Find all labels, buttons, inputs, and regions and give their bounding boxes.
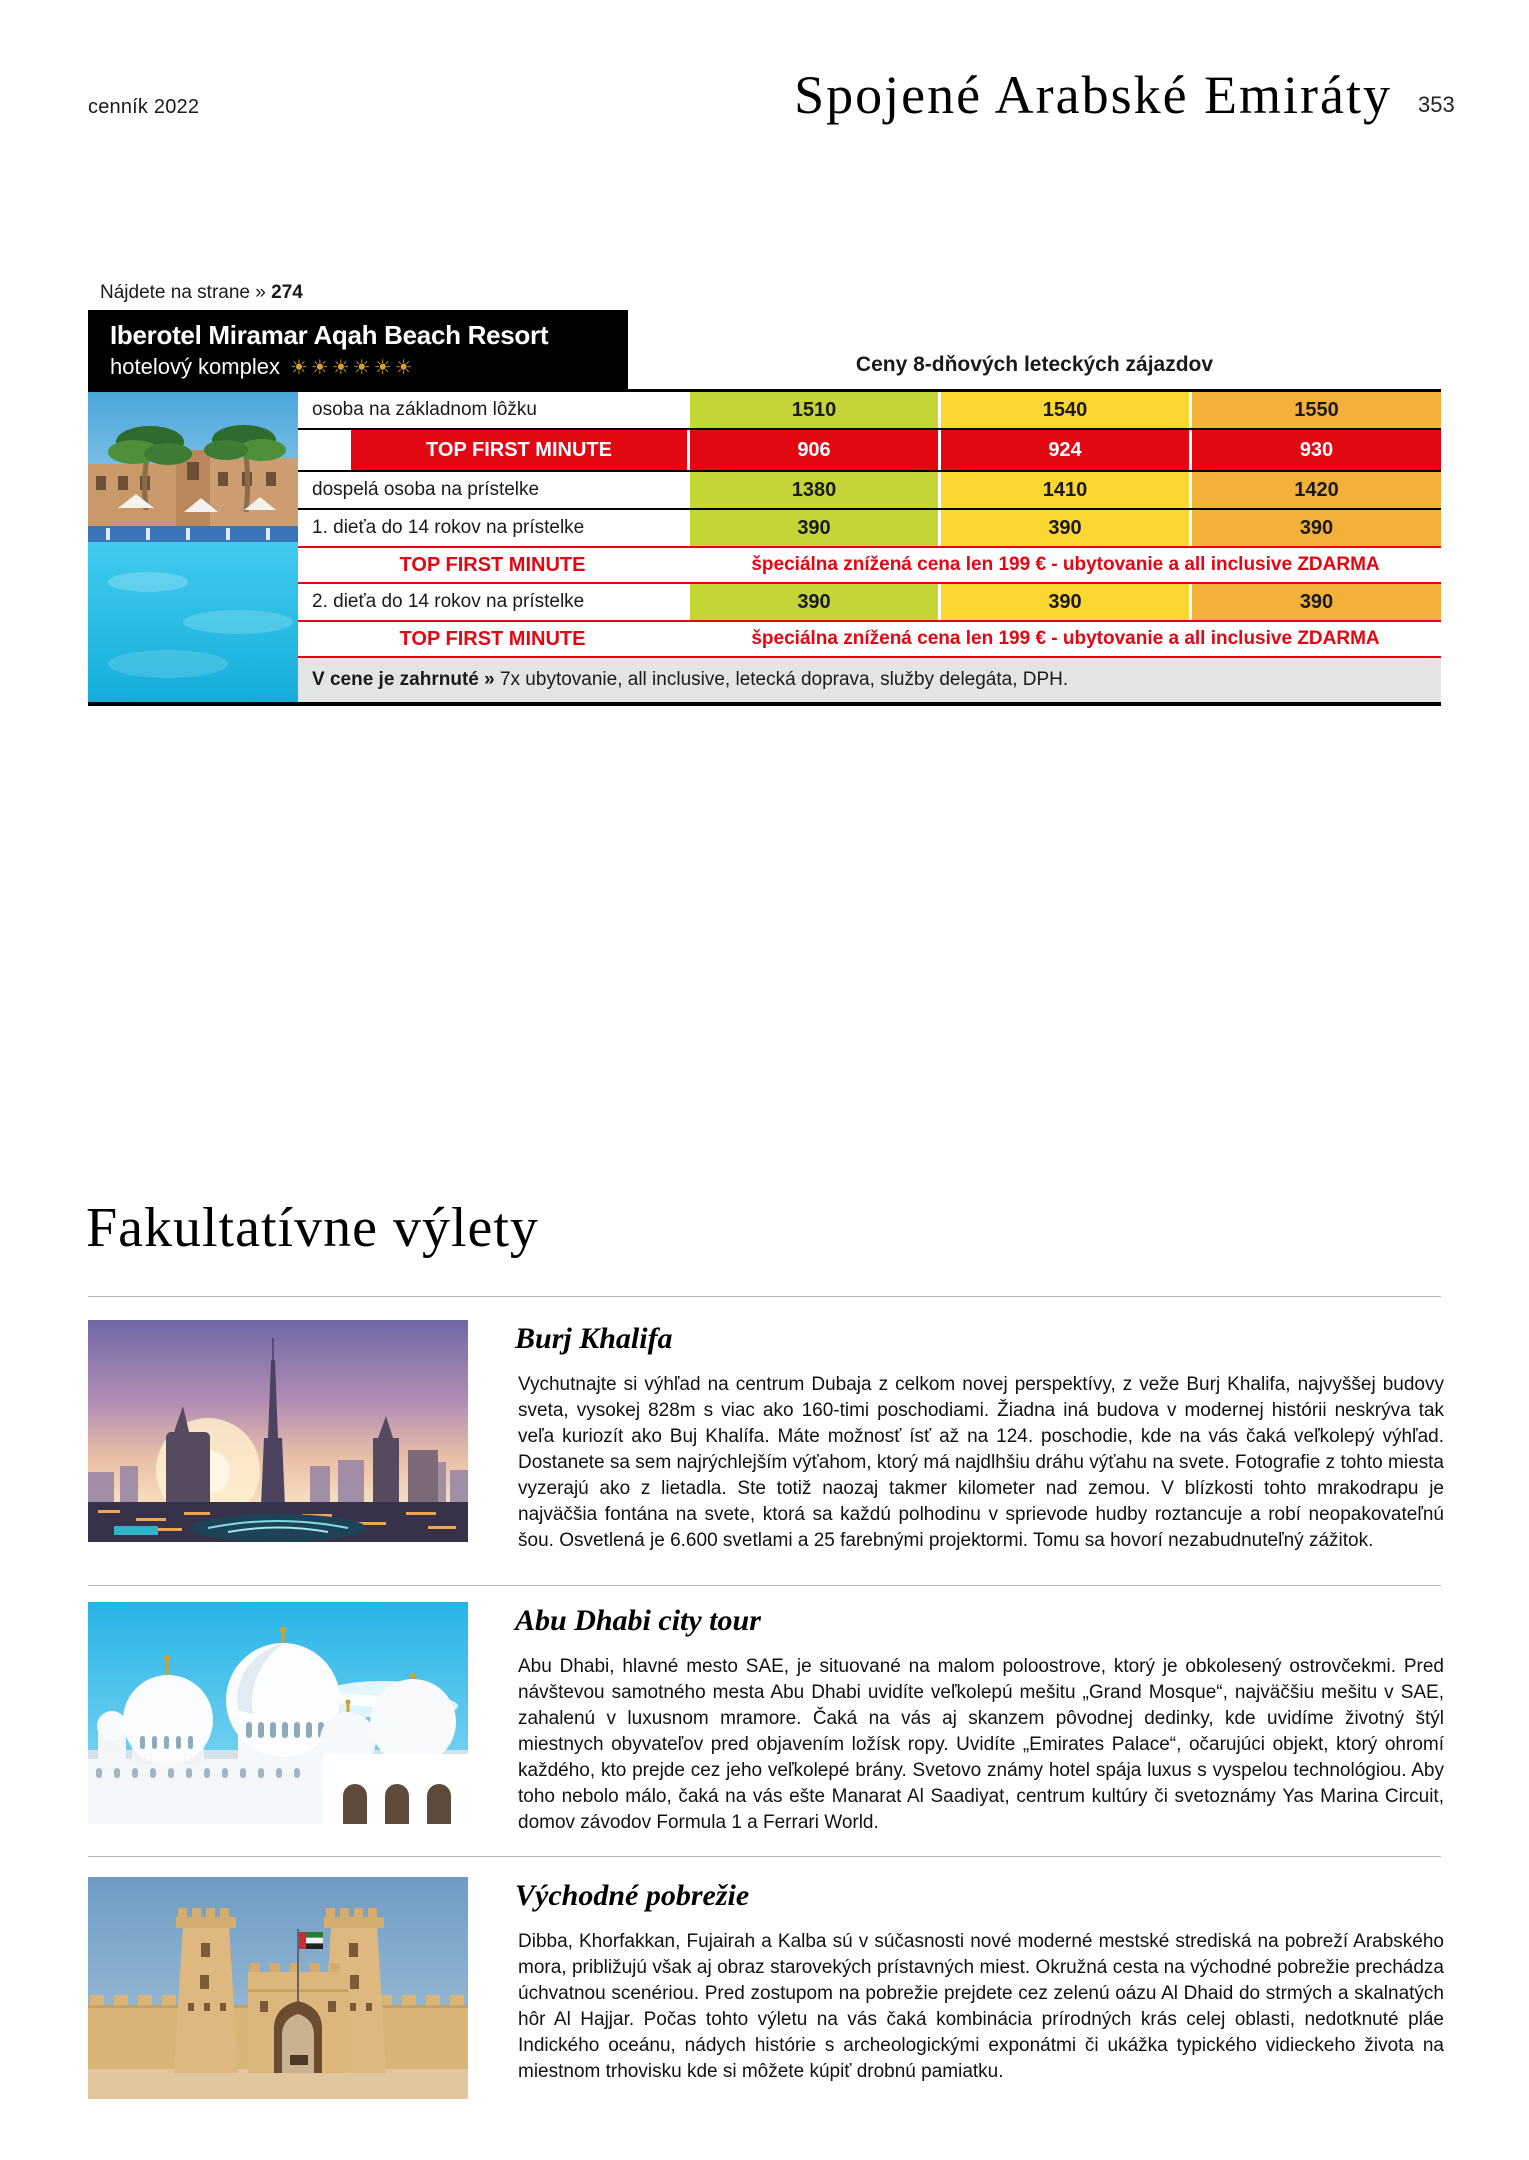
table-row-included — [298, 658, 1441, 702]
catalog-edition: cenník 2022 — [88, 96, 200, 118]
price-cell: 390 — [941, 584, 1189, 620]
top-first-minute-note: špeciálna znížená cena len 199 € - ubytovanie a all inclusive ZDARMA — [751, 628, 1380, 649]
table-row — [298, 392, 1441, 428]
sun-icon: ☀ — [331, 355, 353, 379]
hotel-photo — [88, 392, 298, 702]
price-cell: 1510 — [690, 392, 938, 428]
top-first-minute-label: TOP FIRST MINUTE — [399, 554, 586, 576]
find-on-page-number: 274 — [271, 282, 303, 303]
price-cell: 390 — [690, 510, 938, 546]
row-label: 1. dieťa do 14 rokov na prístelke — [298, 510, 687, 546]
price-cell: 390 — [1192, 510, 1441, 546]
section-rule — [88, 1585, 1441, 1586]
hotel-name: Iberotel Miramar Aqah Beach Resort — [110, 320, 549, 350]
table-row-top-note — [298, 548, 1441, 582]
burj-khalifa-photo — [88, 1320, 468, 1542]
section-rule — [88, 1296, 1441, 1297]
excursion-title: Burj Khalifa — [515, 1322, 673, 1355]
sun-icon: ☀ — [373, 355, 395, 379]
top-first-minute-label: TOP FIRST MINUTE — [399, 628, 586, 650]
hotel-rating — [290, 356, 416, 378]
sun-icon: ☀ — [394, 355, 416, 379]
price-cell: 1540 — [941, 392, 1189, 428]
red-row-spacer — [298, 430, 348, 470]
table-row-top-note — [298, 622, 1441, 656]
find-on-page-label: Nájdete na strane » — [100, 282, 266, 303]
excursions-heading: Fakultatívne výlety — [86, 1197, 539, 1259]
table-row — [298, 510, 1441, 546]
price-cell: 1410 — [941, 472, 1189, 508]
price-table-title: Ceny 8-dňových leteckých zájazdov — [628, 310, 1441, 392]
price-cell: 1420 — [1192, 472, 1441, 508]
hotel-category: hotelový komplex — [110, 354, 280, 379]
price-cell: 906 — [690, 430, 938, 470]
section-rule — [88, 1856, 1441, 1857]
hotel-category-row — [110, 354, 628, 380]
price-cell: 930 — [1192, 430, 1441, 470]
price-cell: 390 — [690, 584, 938, 620]
table-row — [298, 472, 1441, 508]
find-on-page — [100, 282, 303, 304]
abu-dhabi-photo — [88, 1602, 468, 1824]
table-row-top-first-minute — [298, 430, 1441, 470]
price-table — [298, 392, 1441, 702]
price-cell: 390 — [941, 510, 1189, 546]
excursion-text: Dibba, Khorfakkan, Fujairah a Kalba sú v súčasnosti nové moderné mestské strediská na pobreží Arabského mora, približujú však aj obraz starovekých prístavných miest. Okružná cesta na východné pobrežie prechádza úchvatnou scenériou. Pred zostupom na pobrežie prejdete cez zelenú oázu Al Dhaid do strmých a skalnatých hôr Al Hajjar. Počas tohto výletu na vás čaká kombinácia prírodných krás celej oblasti, nedotknuté pláe Indického oceánu, nádych histórie s archeologickými exponátmi či ukážka typického vidieckeho života na miestnom trhovisku kde si môžete kúpiť drobnú pamiatku. — [518, 1931, 1444, 2082]
excursion-text: Vychutnajte si výhľad na centrum Dubaja z celkom novej perspektívy, z veže Burj Khalifa, najvyššej budovy sveta, vysokej 828m s viac ako 160-timi poschodiami. Žiadna iná budova v modernej histórii neskrýva tak veľa kuriozít ako Buj Khalífa. Máte možnosť ísť až na 124. poschodie, kde na vás čaká veľkolepý výhľad. Dostanete sa sem najrýchlejším výťahom, ktorý má najdlhšiu dráhu výťahu na svete. Fotografie z tohto miesta vyzerajú ako z lietadla. Ste totiž naozaj takmer kilometer nad zemou. V blízkosti tohto mrakodrapu je najväčšia fontána na svete, ktorá sa každú polhodinu v sprievode hudby roztancuje a robí neopakovateľnú šou. Osvetlená je 6.600 svetlami a 25 farebnými projektormi. Tomu sa hovorí nezabudnuteľný zážitok. — [518, 1374, 1444, 1551]
excursion-title: Východné pobrežie — [515, 1879, 750, 1912]
row-label: TOP FIRST MINUTE — [351, 430, 687, 470]
table-bottom-border — [88, 702, 1441, 706]
table-row — [298, 584, 1441, 620]
excursion-text: Abu Dhabi, hlavné mesto SAE, je situované na malom poloostrove, ktorý je obkolesený ostrovčekmi. Pred návštevou samotného mesta Abu Dhabi uvidíte veľkolepú mešitu „Grand Mosque“, najväčšiu mešitu v SAE, zahalenú v luxusnom mramore. Čaká na vás aj skanzem pôvodnej dedinky, kde uvidíme životný štýl miestnych obyvateľov pred objavením ložísk ropy. Uvidíte „Emirates Palace“, očarujúci objekt, ktorý ohromí každého, kto prejde cez jeho veľkolepé brány. Svetovo známy hotel spája luxus s vyspelou technológiou. Aby toho nebolo málo, čaká na vás ešte Manarat Al Saadiyat, centrum kultúry či svetoznámy Yas Marina Circuit, domov závodov Formula 1 a Ferrari World. — [518, 1656, 1444, 1833]
east-coast-photo — [88, 1877, 468, 2099]
included-text: 7x ubytovanie, all inclusive, letecká doprava, služby delegáta, DPH. — [494, 669, 1069, 690]
price-cell: 390 — [1192, 584, 1441, 620]
sun-icon: ☀ — [310, 355, 332, 379]
price-cell: 924 — [941, 430, 1189, 470]
price-cell: 1550 — [1192, 392, 1441, 428]
sun-icon: ☀ — [289, 355, 311, 379]
row-label: dospelá osoba na prístelke — [298, 472, 687, 508]
page-number: 353 — [1418, 92, 1455, 117]
hotel-header — [88, 310, 628, 392]
included-label: V cene je zahrnuté » — [312, 669, 495, 690]
top-first-minute-note: špeciálna znížená cena len 199 € - ubytovanie a all inclusive ZDARMA — [751, 554, 1380, 575]
row-label: osoba na základnom lôžku — [298, 392, 687, 428]
row-label: 2. dieťa do 14 rokov na prístelke — [298, 584, 687, 620]
sun-icon: ☀ — [352, 355, 374, 379]
excursion-title: Abu Dhabi city tour — [515, 1604, 761, 1637]
price-cell: 1380 — [690, 472, 938, 508]
page-title: Spojené Arabské Emiráty — [794, 65, 1392, 125]
